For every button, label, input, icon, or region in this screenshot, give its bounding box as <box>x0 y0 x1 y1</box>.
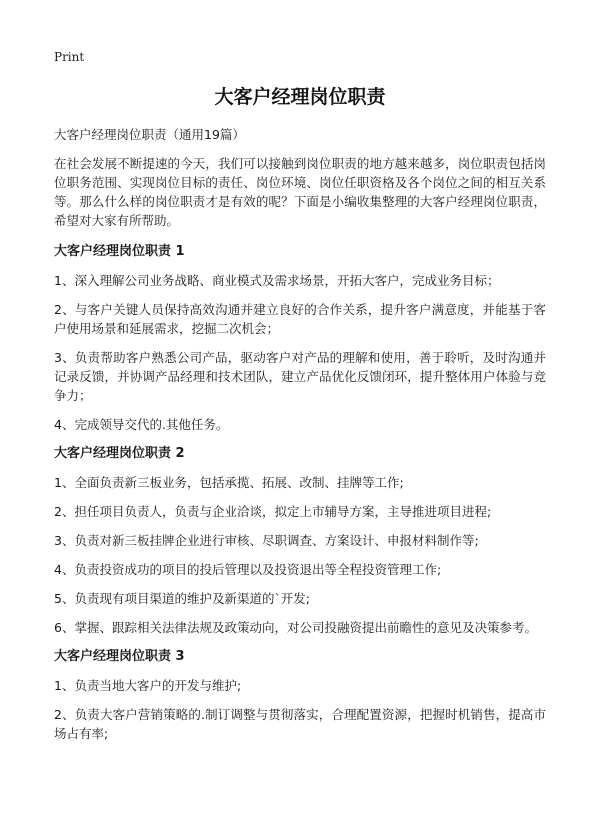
list-item: 2、担任项目负责人，负责与企业洽谈，拟定上市辅导方案，主导推进项目进程; <box>54 504 492 519</box>
section-heading: 大客户经理岗位职责 1 <box>54 244 185 259</box>
page-title: 大客户经理岗位职责 <box>214 86 386 108</box>
list-item: 2、与客户关键人员保持高效沟通并建立良好的合作关系，提升客户满意度，并能基于客户使用场景和延展需求，挖掘二次机会； <box>54 302 546 336</box>
list-item: 3、负责帮助客户熟悉公司产品，驱动客户对产品的理解和使用，善于聆听，及时沟通并记录反馈，并协调产品经理和技术团队，建立产品优化反馈闭环，提升整体用户体验与竞争力； <box>54 350 546 403</box>
print-link[interactable]: Print <box>54 50 85 64</box>
list-item: 5、负责现有项目渠道的维护及新渠道的`开发; <box>54 591 310 606</box>
list-item: 2、负责大客户营销策略的.制订调整与贯彻落实，合理配置资源，把握时机销售，提高市场占有率; <box>54 707 546 741</box>
list-item: 1、负责当地大客户的开发与维护; <box>54 678 242 693</box>
section-heading: 大客户经理岗位职责 3 <box>54 649 185 664</box>
list-item: 4、完成领导交代的.其他任务。 <box>54 417 229 432</box>
document-subtitle: 大客户经理岗位职责（通用19篇） <box>54 127 245 142</box>
section-heading: 大客户经理岗位职责 2 <box>54 446 185 461</box>
list-item: 1、深入理解公司业务战略、商业模式及需求场景，开拓大客户，完成业务目标； <box>54 273 500 288</box>
list-item: 4、负责投资成功的项目的投后管理以及投资退出等全程投资管理工作; <box>54 562 442 577</box>
list-item: 6、掌握、跟踪相关法律法规及政策动向，对公司投融资提出前瞻性的意见及决策参考。 <box>54 620 537 635</box>
section-2 <box>54 444 546 637</box>
intro-paragraph: 在社会发展不断提速的今天，我们可以接触到岗位职责的地方越来越多，岗位职责包括岗位职务范围、实现岗位目标的责任、岗位环境、岗位任职资格及各个岗位之间的相互关系等。那么什么样的岗位职责才是有效的呢？下面是小编收集整理的大客户经理岗位职责，希望对大家有所帮助。 <box>54 156 546 228</box>
list-item: 1、全面负责新三板业务，包括承揽、拓展、改制、挂牌等工作; <box>54 475 404 490</box>
list-item: 3、负责对新三板挂牌企业进行审核、尽职调查、方案设计、申报材料制作等; <box>54 533 479 548</box>
section-1 <box>54 242 546 434</box>
section-3 <box>54 647 546 743</box>
